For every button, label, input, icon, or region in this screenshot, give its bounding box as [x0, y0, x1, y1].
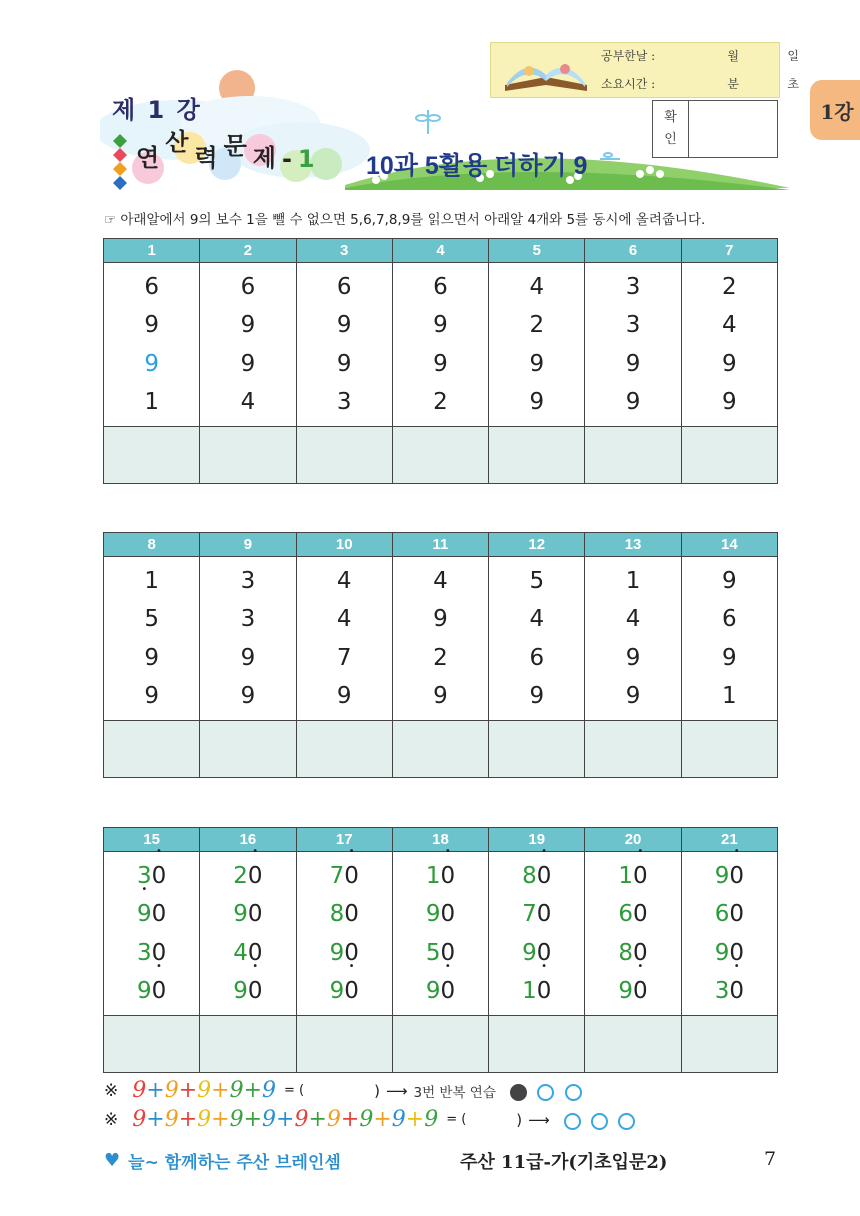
second-label: 초 [787, 77, 799, 91]
day-label: 일 [787, 49, 799, 63]
ones-digit: • 0 [729, 978, 744, 1004]
instruction-text: ☞ 아래알에서 9의 보수 1을 뺄 수 없으면 5,6,7,8,9를 읽으면서 아래알 4개와 5를 동시에 올려줍니다. [104, 212, 706, 228]
problem-digit: 9 [722, 644, 737, 671]
plus-sign: + [146, 1107, 165, 1132]
problem-digit [104, 933, 199, 971]
problem-digit [393, 856, 488, 894]
practice-term: 9 [132, 1107, 147, 1132]
progress-circle[interactable] [591, 1113, 608, 1130]
problem-digit: 6 [722, 606, 737, 633]
practice-term: 9 [197, 1107, 212, 1132]
problem-number-header: 15 [104, 828, 200, 851]
problem-number-header: 16 [200, 828, 296, 851]
problem-digit [200, 933, 295, 971]
tens-digit: 1 [425, 863, 441, 890]
tens-digit: 3 [137, 863, 152, 890]
practice-line-1 [104, 1078, 582, 1103]
problem-digit [200, 894, 295, 932]
problem-digit: 2 [433, 388, 448, 415]
problem-body-row [104, 263, 777, 427]
problem-digit: 9 [433, 350, 448, 377]
problem-digit: 4 [722, 312, 737, 339]
ones-digit: • 0 [248, 978, 263, 1004]
confirm-char-1: 확 [664, 110, 677, 125]
problem-column [104, 852, 200, 1015]
answer-cell[interactable] [297, 721, 393, 777]
tens-digit: • 9 [137, 901, 152, 927]
practice-term: 9 [424, 1107, 439, 1132]
problem-digit: 3 [240, 606, 256, 633]
ones-digit: 0 [247, 939, 263, 966]
answer-row [104, 721, 777, 777]
problem-digit: 9 [144, 350, 159, 377]
problem-digit: 5 [144, 606, 159, 633]
problem-number-header: 6 [585, 239, 681, 262]
practice-expression-1 [132, 1078, 276, 1103]
problem-column [297, 263, 393, 426]
ones-digit: • 0 [537, 978, 552, 1004]
ones-digit: 0 [151, 901, 167, 928]
practice-term: 9 [164, 1078, 179, 1103]
answer-cell[interactable] [585, 427, 681, 483]
study-date-row [601, 47, 799, 64]
problem-digit [585, 856, 680, 894]
minute-label: 분 [727, 77, 739, 91]
answer-cell[interactable] [297, 427, 393, 483]
problem-digit: 4 [336, 606, 352, 633]
answer-cell[interactable] [682, 721, 777, 777]
answer-cell[interactable] [585, 1016, 681, 1072]
plus-sign: + [340, 1107, 360, 1132]
tens-digit: 8 [329, 901, 345, 928]
tens-digit: 9 [714, 863, 730, 890]
problem-column [489, 263, 585, 426]
answer-row [104, 1016, 777, 1072]
tens-digit: 9 [329, 977, 345, 1004]
ones-digit: 0 [344, 901, 359, 928]
plus-sign: + [211, 1107, 230, 1132]
problem-number-header: 2 [200, 239, 296, 262]
ones-digit: • 0 [633, 863, 648, 889]
problem-digit: 9 [144, 682, 159, 709]
close-paren: ) [374, 1081, 380, 1100]
arrow-icon: ⟶ [528, 1110, 550, 1129]
ones-digit: 0 [344, 939, 359, 966]
side-tab: 1강 [810, 80, 860, 140]
tens-digit: 6 [714, 901, 730, 928]
problem-digit: 9 [722, 388, 737, 415]
answer-cell[interactable] [104, 1016, 200, 1072]
plus-sign: + [146, 1078, 165, 1103]
ones-digit: 0 [440, 901, 456, 928]
ones-digit: • 0 [344, 978, 359, 1004]
diamond-icon [113, 134, 127, 190]
problem-digit: 5 [529, 568, 545, 595]
problem-digit: 9 [625, 644, 641, 671]
tens-digit: 3 [714, 977, 730, 1004]
progress-circle[interactable] [537, 1084, 554, 1101]
problem-digit [297, 933, 392, 971]
ones-digit: 0 [536, 901, 552, 928]
problem-digit [489, 971, 584, 1009]
answer-cell[interactable] [682, 427, 777, 483]
plus-sign: + [373, 1107, 392, 1132]
problem-column [682, 852, 777, 1015]
answer-row [104, 427, 777, 483]
problem-number-header: 1 [104, 239, 200, 262]
problem-table-2 [103, 532, 778, 778]
problem-digit: 9 [336, 312, 352, 339]
repeat-label: 3번 반복 연습 [413, 1084, 496, 1101]
problem-digit: 4 [336, 568, 352, 595]
answer-cell[interactable] [489, 1016, 585, 1072]
problem-digit: 6 [144, 274, 159, 301]
practice-term: 9 [262, 1078, 276, 1103]
problem-column [297, 852, 393, 1015]
problem-digit: 9 [144, 312, 159, 339]
tens-digit: 9 [233, 977, 248, 1004]
problem-number-header: 18 [393, 828, 489, 851]
confirm-label [653, 101, 689, 157]
reference-mark: ※ [104, 1080, 119, 1101]
problem-digit [585, 894, 680, 932]
problem-number-header: 10 [297, 533, 393, 556]
study-date-label: 공부한날 : [601, 49, 656, 63]
problem-table-3 [103, 827, 778, 1073]
problem-column [682, 263, 777, 426]
problem-digit: 9 [240, 350, 256, 377]
problem-column [104, 263, 200, 426]
confirm-box[interactable] [652, 100, 778, 158]
problem-digit: 9 [722, 350, 737, 377]
problem-column [585, 557, 681, 720]
answer-cell[interactable] [489, 427, 585, 483]
practice-term: 9 [294, 1107, 309, 1132]
problem-column [489, 557, 585, 720]
ones-digit: • 0 [633, 978, 648, 1004]
problem-digit: 9 [433, 312, 448, 339]
practice-term: 9 [229, 1107, 244, 1132]
ones-digit: 0 [247, 901, 263, 928]
tens-digit: 1 [618, 863, 634, 890]
problem-number-header: 7 [725, 242, 734, 259]
problem-digit [489, 933, 584, 971]
answer-cell[interactable] [585, 721, 681, 777]
problem-digit [297, 894, 392, 932]
problem-digit [393, 894, 488, 932]
ribbon-char: 연 [136, 144, 160, 172]
problem-digit: 3 [625, 312, 641, 339]
problem-digit: 1 [144, 388, 159, 415]
problem-digit: 3 [240, 568, 256, 595]
ribbon-char: 문 [223, 132, 247, 160]
problem-digit: 9 [336, 350, 352, 377]
ribbon-dash: - [281, 145, 292, 173]
tens-digit: 7 [522, 901, 537, 928]
lesson-label: 제 1 강 [112, 96, 202, 124]
plus-sign: + [276, 1107, 295, 1132]
book-icon [499, 45, 594, 97]
problem-digit: 4 [529, 606, 545, 633]
ones-digit: • 0 [152, 978, 167, 1004]
progress-circle[interactable] [565, 1084, 582, 1101]
problem-digit: 9 [529, 350, 545, 377]
ones-digit: 0 [729, 939, 744, 966]
problem-digit: 9 [336, 682, 352, 709]
problem-column [682, 557, 777, 720]
page-number: 7 [764, 1148, 777, 1170]
answer-cell[interactable] [489, 721, 585, 777]
problem-digit: 6 [529, 644, 545, 671]
footer-brand-text: 늘~ 함께하는 주산 브레인셈 [128, 1153, 341, 1173]
tens-digit: 9 [714, 939, 730, 966]
table-header-row [104, 533, 777, 557]
problem-number-header: 14 [720, 536, 738, 553]
problem-table-1 [103, 238, 778, 484]
study-info-box [490, 42, 799, 98]
practice-term: 9 [197, 1078, 212, 1103]
answer-cell[interactable] [104, 427, 200, 483]
answer-cell[interactable] [393, 1016, 489, 1072]
ones-digit: 0 [633, 939, 648, 966]
plus-sign: + [243, 1078, 262, 1103]
problem-digit: 3 [336, 388, 352, 415]
tens-digit: 9 [425, 977, 441, 1004]
answer-cell[interactable] [297, 1016, 393, 1072]
tens-digit: 9 [522, 939, 537, 966]
confirm-char-2: 인 [664, 132, 677, 147]
plus-sign: + [308, 1107, 327, 1132]
problem-digit: 4 [240, 388, 256, 415]
problem-digit [297, 971, 392, 1009]
tens-digit: 8 [522, 863, 537, 890]
problem-digit [682, 856, 777, 894]
tens-digit: 6 [618, 901, 634, 928]
practice-term: 9 [164, 1107, 179, 1132]
problem-number-header: 19 [489, 828, 585, 851]
tens-digit: 9 [618, 977, 634, 1004]
heart-icon: ♥ [104, 1150, 121, 1171]
ribbon-char: 제 [252, 144, 276, 172]
problem-number-header: 21 [720, 831, 738, 848]
ones-digit: • 0 [537, 863, 552, 889]
problem-column [104, 557, 200, 720]
ones-digit: • 0 [152, 863, 167, 889]
equals-open: = ( [446, 1112, 467, 1127]
problem-column [489, 852, 585, 1015]
practice-line-2 [104, 1107, 635, 1132]
problem-digit [682, 894, 777, 932]
answer-cell[interactable] [393, 721, 489, 777]
month-label: 월 [727, 49, 739, 63]
problem-number-header: 20 [585, 828, 681, 851]
page-title: 10과 5활용 더하기 9 [366, 152, 588, 180]
progress-circle-filled[interactable] [510, 1084, 527, 1101]
plus-sign: + [211, 1078, 230, 1103]
problem-body-row [104, 557, 777, 721]
problem-digit: 9 [625, 682, 641, 709]
plus-sign: + [178, 1107, 198, 1132]
problem-digit [585, 933, 680, 971]
problem-column [200, 557, 296, 720]
problem-digit [682, 971, 777, 1009]
problem-digit: 6 [433, 274, 448, 301]
problem-digit: 9 [625, 350, 641, 377]
problem-number-header: 12 [489, 533, 585, 556]
practice-term: 9 [229, 1078, 244, 1103]
equals-open: = ( [284, 1083, 305, 1098]
ones-digit: 0 [536, 939, 552, 966]
ones-digit: 0 [729, 901, 744, 928]
problem-number-header: 9 [200, 533, 296, 556]
tens-digit: 8 [618, 939, 634, 966]
tens-digit: 7 [329, 863, 345, 890]
table-header-row [104, 239, 777, 263]
problem-digit: 9 [433, 606, 448, 633]
plus-sign: + [405, 1107, 425, 1132]
ones-digit: 0 [151, 939, 167, 966]
problem-digit [393, 933, 488, 971]
tens-digit: 5 [425, 939, 441, 966]
practice-term: 9 [391, 1107, 406, 1132]
answer-cell[interactable] [200, 427, 296, 483]
problem-digit [200, 971, 295, 1009]
footer-book-title: 주산 11급-가(기초입문2) [460, 1152, 668, 1173]
problem-number-header: 5 [489, 239, 585, 262]
problem-digit: 9 [144, 644, 159, 671]
problem-digit: 9 [625, 388, 641, 415]
progress-circles [506, 1079, 582, 1103]
answer-cell[interactable] [200, 721, 296, 777]
reference-mark: ※ [104, 1109, 119, 1130]
problem-digit: 4 [529, 274, 545, 301]
problem-digit: 2 [529, 312, 545, 339]
ones-digit: • 0 [344, 863, 359, 889]
problem-digit: 6 [240, 274, 256, 301]
ones-digit: 0 [440, 939, 456, 966]
problem-column [200, 263, 296, 426]
tens-digit: 2 [233, 863, 248, 890]
problem-body-row [104, 852, 777, 1016]
footer-brand [104, 1148, 341, 1173]
problem-digit [489, 894, 584, 932]
problem-digit: 9 [529, 388, 545, 415]
problem-digit: 6 [336, 274, 352, 301]
problem-digit: 4 [433, 568, 448, 595]
problem-digit: 9 [240, 682, 256, 709]
problem-digit: 9 [433, 682, 448, 709]
problem-digit [489, 856, 584, 894]
problem-digit: 9 [722, 568, 737, 595]
ones-digit: • 0 [440, 978, 455, 1004]
problem-column [200, 852, 296, 1015]
problem-number-header: 3 [297, 239, 393, 262]
problem-digit: 2 [433, 644, 448, 671]
answer-cell[interactable] [104, 721, 200, 777]
problem-digit [585, 971, 680, 1009]
problem-digit: 9 [529, 682, 545, 709]
plus-sign: + [243, 1107, 262, 1132]
progress-circle[interactable] [618, 1113, 635, 1130]
problem-number-header: 17 [297, 828, 393, 851]
problem-digit: 9 [240, 644, 256, 671]
tens-digit: 9 [329, 939, 345, 966]
tens-digit: 1 [522, 977, 537, 1004]
ribbon-number: 1 [297, 145, 315, 173]
answer-cell[interactable] [393, 427, 489, 483]
plus-sign: + [178, 1078, 198, 1103]
answer-cell[interactable] [200, 1016, 296, 1072]
problem-digit [200, 856, 295, 894]
time-row [601, 75, 799, 92]
ones-digit: • 0 [248, 863, 263, 889]
answer-cell[interactable] [682, 1016, 777, 1072]
problem-digit: 1 [722, 682, 737, 709]
problem-column [393, 557, 489, 720]
problem-number-header: 13 [585, 533, 681, 556]
practice-expression-2 [132, 1107, 438, 1132]
progress-circles [560, 1108, 636, 1132]
practice-term: 9 [132, 1078, 147, 1103]
tens-digit: 9 [425, 901, 441, 928]
ones-digit: • 0 [729, 863, 744, 889]
ribbon-title [136, 128, 315, 173]
problem-column [297, 557, 393, 720]
problem-digit [104, 894, 199, 932]
tens-digit: 4 [233, 939, 248, 966]
problem-digit: 1 [144, 568, 159, 595]
problem-digit [393, 971, 488, 1009]
problem-digit: 1 [625, 568, 641, 595]
problem-digit [297, 856, 392, 894]
problem-digit: 9 [240, 312, 256, 339]
problem-column [585, 852, 681, 1015]
problem-digit: 4 [625, 606, 641, 633]
problem-column [585, 263, 681, 426]
progress-circle[interactable] [564, 1113, 581, 1130]
problem-column [393, 852, 489, 1015]
problem-digit [682, 933, 777, 971]
tens-digit: 3 [137, 939, 152, 966]
problem-number-header: 8 [104, 533, 200, 556]
close-paren: ) [516, 1110, 523, 1129]
problem-digit [104, 856, 199, 894]
ones-digit: 0 [633, 901, 648, 928]
problem-digit: 7 [336, 644, 352, 671]
ribbon-char: 산 [165, 128, 189, 156]
problem-column [393, 263, 489, 426]
practice-term: 9 [326, 1107, 341, 1132]
ones-digit: • 0 [440, 863, 455, 889]
practice-term: 9 [359, 1107, 374, 1132]
problem-digit: 3 [625, 274, 641, 301]
problem-digit: 2 [722, 274, 737, 301]
practice-term: 9 [262, 1107, 276, 1132]
ribbon-char: 력 [194, 144, 218, 172]
problem-number-header: 11 [393, 533, 489, 556]
tens-digit: 9 [233, 901, 248, 928]
arrow-icon: ⟶ [385, 1081, 408, 1100]
table-header-row [104, 828, 777, 852]
time-label: 소요시간 : [601, 77, 656, 91]
problem-digit [104, 971, 199, 1009]
tens-digit: 9 [137, 977, 152, 1004]
problem-number-header: 4 [393, 239, 489, 262]
